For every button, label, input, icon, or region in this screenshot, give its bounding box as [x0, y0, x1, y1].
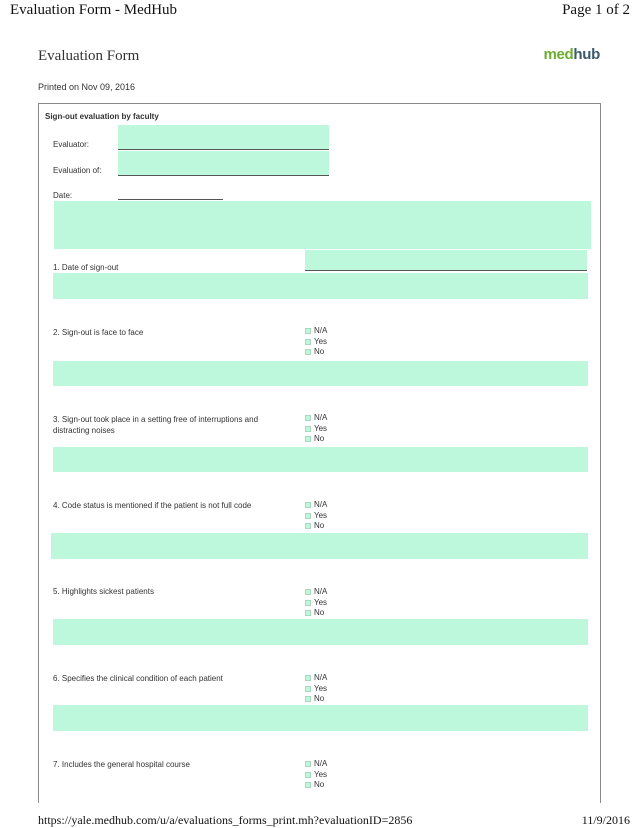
checkbox-icon[interactable]: [305, 426, 311, 432]
checkbox-icon[interactable]: [305, 696, 311, 702]
option-no[interactable]: No: [305, 694, 327, 705]
option-na[interactable]: N/A: [305, 326, 327, 337]
option-yes[interactable]: Yes: [305, 770, 327, 781]
checkbox-icon[interactable]: [305, 686, 311, 692]
checkbox-icon[interactable]: [305, 513, 311, 519]
question-5-comment[interactable]: [53, 619, 588, 645]
question-4-label: 4. Code status is mentioned if the patient is not full code: [53, 501, 252, 510]
option-na[interactable]: N/A: [305, 587, 327, 598]
question-3-label: 3. Sign-out took place in a setting free of interruptions and distracting noises: [53, 415, 259, 435]
question-2-label: 2. Sign-out is face to face: [53, 328, 144, 337]
checkbox-icon[interactable]: [305, 589, 311, 595]
page-title: Evaluation Form: [38, 48, 140, 64]
option-na[interactable]: N/A: [305, 413, 327, 424]
evaluator-label: Evaluator:: [53, 140, 90, 149]
evaluator-field[interactable]: [118, 125, 329, 150]
option-yes[interactable]: Yes: [305, 424, 327, 435]
option-na[interactable]: N/A: [305, 500, 327, 511]
checkbox-icon[interactable]: [305, 675, 311, 681]
print-footer-url: https://yale.medhub.com/u/a/evaluations_forms_print.mh?evaluationID=2856: [38, 813, 413, 827]
checkbox-icon[interactable]: [305, 610, 311, 616]
logo-med: med: [543, 46, 574, 63]
question-2-options: [305, 326, 327, 358]
date-field[interactable]: [118, 188, 223, 200]
checkbox-icon[interactable]: [305, 339, 311, 345]
checkbox-icon[interactable]: [305, 761, 311, 767]
checkbox-icon[interactable]: [305, 436, 311, 442]
option-no[interactable]: No: [305, 434, 327, 445]
question-4-comment[interactable]: [51, 533, 588, 559]
option-yes[interactable]: Yes: [305, 684, 327, 695]
question-2-comment[interactable]: [53, 361, 588, 386]
question-3-options: [305, 413, 327, 445]
question-3-comment[interactable]: [53, 447, 588, 472]
option-no[interactable]: No: [305, 608, 327, 619]
date-label: Date:: [53, 191, 73, 200]
question-1-date-field[interactable]: [305, 250, 587, 271]
question-7-options: [305, 759, 327, 791]
option-no[interactable]: No: [305, 521, 327, 532]
question-6-comment[interactable]: [53, 705, 588, 731]
question-4-options: [305, 500, 327, 532]
medhub-logo: [543, 46, 600, 63]
checkbox-icon[interactable]: [305, 523, 311, 529]
question-5-options: [305, 587, 327, 619]
logo-hub: hub: [573, 46, 600, 63]
print-footer-date: 11/9/2016: [581, 813, 630, 827]
print-header-page: Page 1 of 2: [562, 2, 630, 18]
option-na[interactable]: N/A: [305, 673, 327, 684]
option-yes[interactable]: Yes: [305, 337, 327, 348]
checkbox-icon[interactable]: [305, 415, 311, 421]
checkbox-icon[interactable]: [305, 772, 311, 778]
option-yes[interactable]: Yes: [305, 598, 327, 609]
question-6-label: 6. Specifies the clinical condition of each patient: [53, 674, 223, 683]
evaluation-of-label: Evaluation of:: [53, 166, 102, 175]
evaluation-of-field[interactable]: [118, 151, 329, 176]
checkbox-icon[interactable]: [305, 328, 311, 334]
option-no[interactable]: No: [305, 780, 327, 791]
option-na[interactable]: N/A: [305, 759, 327, 770]
print-header-title: Evaluation Form - MedHub: [10, 2, 178, 18]
section-title: Sign-out evaluation by faculty: [45, 112, 159, 121]
question-1-comment[interactable]: [53, 273, 588, 299]
checkbox-icon[interactable]: [305, 349, 311, 355]
checkbox-icon[interactable]: [305, 502, 311, 508]
printed-date: Printed on Nov 09, 2016: [38, 82, 136, 92]
question-5-label: 5. Highlights sickest patients: [53, 587, 154, 596]
option-no[interactable]: No: [305, 347, 327, 358]
instructions-area[interactable]: [54, 201, 591, 249]
checkbox-icon[interactable]: [305, 600, 311, 606]
question-1-label: 1. Date of sign-out: [53, 263, 119, 272]
question-7-label: 7. Includes the general hospital course: [53, 760, 190, 769]
checkbox-icon[interactable]: [305, 782, 311, 788]
option-yes[interactable]: Yes: [305, 511, 327, 522]
question-6-options: [305, 673, 327, 705]
